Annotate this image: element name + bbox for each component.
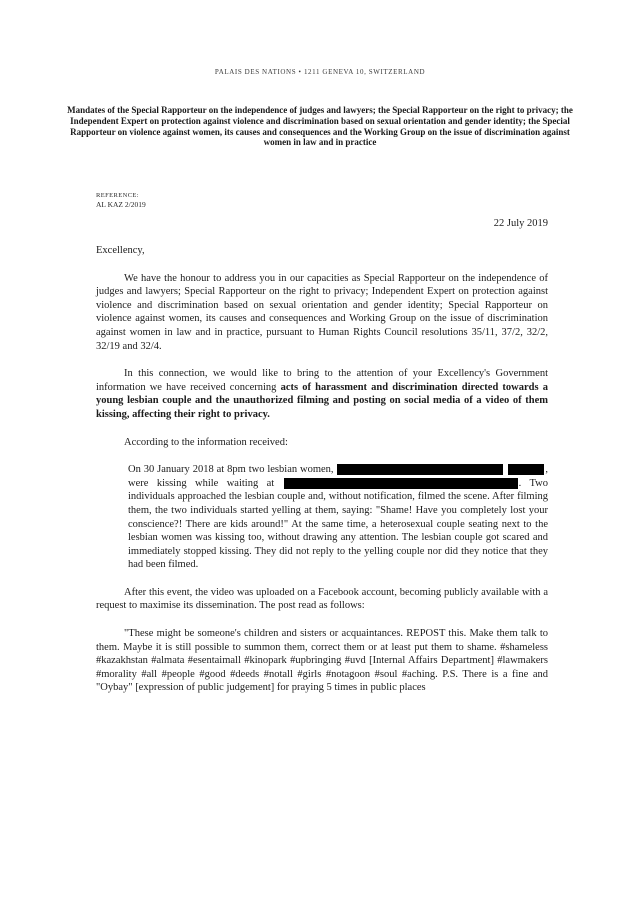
reference-block [96,192,146,209]
letter-body [96,244,548,709]
redaction-bar [508,464,544,475]
reference-label: REFERENCE: [96,192,140,199]
redaction-bar [337,464,503,475]
paragraph-facebook-upload: After this event, the video was uploaded on a Facebook account, becoming publicly available with a request to maximise its dissemination. The post read as follows: [96,586,548,612]
incident-text-1: On 30 January 2018 at 8pm two lesbian women, [128,464,337,476]
allegation-bold-text: acts of harassment and discrimination directed towards a young lesbian couple and the unauthorized filming and posting on social media of a video of them kissing, affecting their right to privacy. [96,381,548,420]
letter-date: 22 July 2019 [493,218,548,229]
incident-text-3: . Two individuals approached the lesbian couple and, without notification, filmed the scene. After filming them, the two individuals started yelling at them, saying: "Shame! Have you completely lost your conscience?! There are kids around!" At the same time, a heterosexual couple seating next to the lesbian women was kissing too, without drawing any attention. The lesbian couple got scared and immediately stopped kissing. They did not reply to the yelling couple nor did they notice that they had been filmed. [128,477,549,571]
redaction-bar [284,478,518,489]
reference-number: AL KAZ 2/2019 [96,200,146,209]
paragraph-incident [128,463,548,572]
mandates-title: Mandates of the Special Rapporteur on the independence of judges and lawyers; the Special Rapporteur on the right to privacy; the Independent Expert on protection against violence and discrimination based on sexual orientation and gender identity; the Special Rapporteur on violence against women, its causes and consequences and the Working Group on the issue of discrimination against women in law and in practice [67,105,573,148]
incident-text-2: , were kissing while waiting at [128,464,549,489]
paragraph-post-quote: "These might be someone's children and sisters or acquaintances. REPOST this. Make them talk to them. Maybe it is still possible to summon them, correct them or at least put them to shame. #shameless #kazakhstan #almata #esentaimall #kinopark #upbringing #uvd [Internal Affairs Department] #lawmakers #morality #all #people #good #deeds #notall #girls #notagoon #soul #aching. P.S. There is a fine and "Oybay" [expression of public judgement] for praying 5 times in public places [96,628,548,694]
salutation: Excellency, [96,245,145,256]
paragraph-introduction: We have the honour to address you in our capacities as Special Rapporteur on the independence of judges and lawyers; Special Rapporteur on the right to privacy; Independent Expert on protection against violence and discrimination based on sexual orientation and gender identity; Special Rapporteur on violence against women, its causes and consequences and Working Group on the issue of discrimination against women in law and in practice, pursuant to Human Rights Council resolutions 35/11, 37/2, 32/2, 32/19 and 32/4. [96,272,548,352]
letterhead-address: PALAIS DES NATIONS • 1211 GENEVA 10, SWITZERLAND [214,68,426,76]
paragraph-according: According to the information received: [124,436,288,448]
paragraph-allegation [96,367,548,421]
allegation-normal-text: In this connection, we would like to bring to the attention of your Excellency's Government information we have received concerning [96,368,548,393]
